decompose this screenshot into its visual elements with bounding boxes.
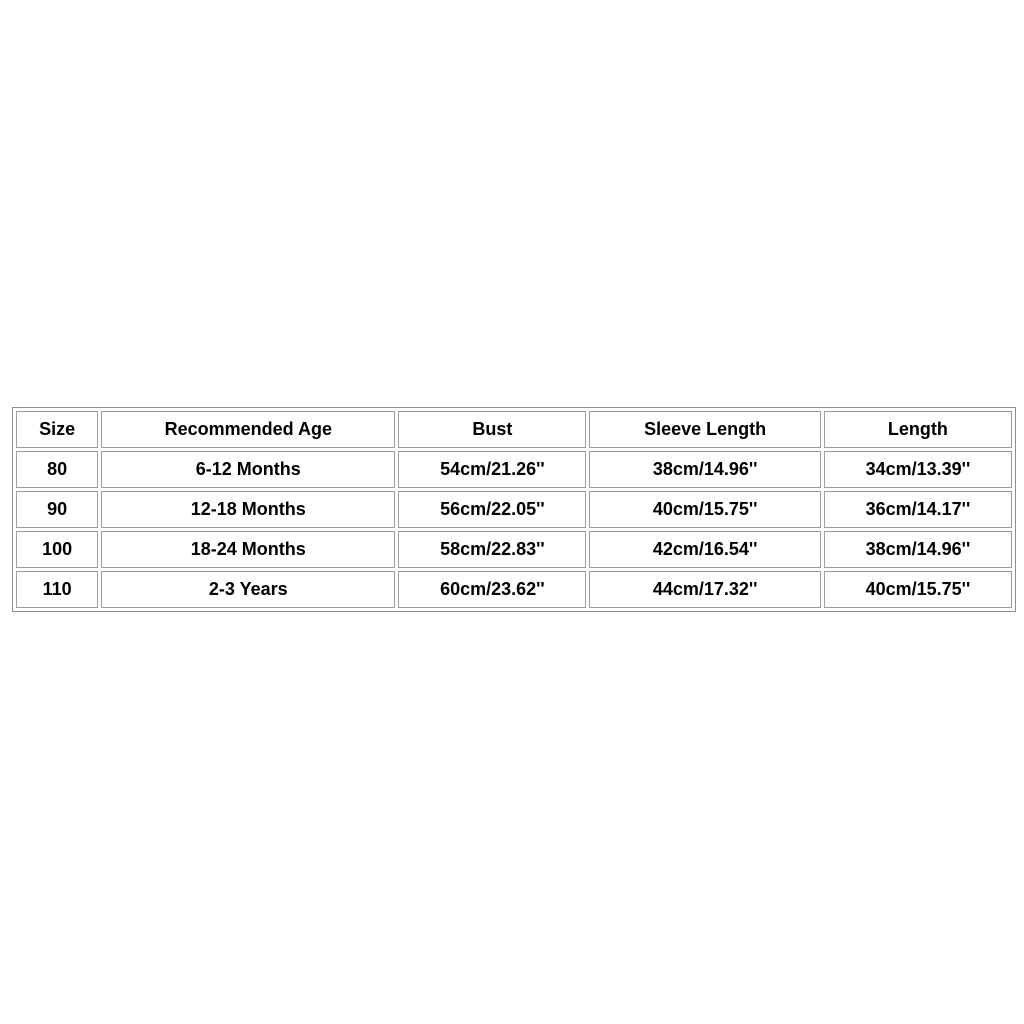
cell-sleeve-length: 44cm/17.32'' (589, 571, 820, 608)
table-row (16, 571, 1012, 608)
cell-bust: 60cm/23.62'' (398, 571, 586, 608)
cell-recommended-age: 6-12 Months (101, 451, 395, 488)
cell-recommended-age: 12-18 Months (101, 491, 395, 528)
cell-length: 38cm/14.96'' (824, 531, 1012, 568)
cell-recommended-age: 18-24 Months (101, 531, 395, 568)
cell-recommended-age: 2-3 Years (101, 571, 395, 608)
header-length: Length (824, 411, 1012, 448)
table-row (16, 451, 1012, 488)
cell-sleeve-length: 42cm/16.54'' (589, 531, 820, 568)
header-recommended-age: Recommended Age (101, 411, 395, 448)
table-row (16, 491, 1012, 528)
header-size: Size (16, 411, 98, 448)
table-header-row (16, 411, 1012, 448)
header-bust: Bust (398, 411, 586, 448)
size-chart-table (12, 407, 1016, 612)
cell-sleeve-length: 38cm/14.96'' (589, 451, 820, 488)
header-sleeve-length: Sleeve Length (589, 411, 820, 448)
cell-length: 34cm/13.39'' (824, 451, 1012, 488)
cell-bust: 58cm/22.83'' (398, 531, 586, 568)
cell-size: 90 (16, 491, 98, 528)
cell-sleeve-length: 40cm/15.75'' (589, 491, 820, 528)
cell-size: 110 (16, 571, 98, 608)
cell-size: 80 (16, 451, 98, 488)
cell-length: 40cm/15.75'' (824, 571, 1012, 608)
table-row (16, 531, 1012, 568)
cell-bust: 54cm/21.26'' (398, 451, 586, 488)
cell-bust: 56cm/22.05'' (398, 491, 586, 528)
cell-size: 100 (16, 531, 98, 568)
cell-length: 36cm/14.17'' (824, 491, 1012, 528)
